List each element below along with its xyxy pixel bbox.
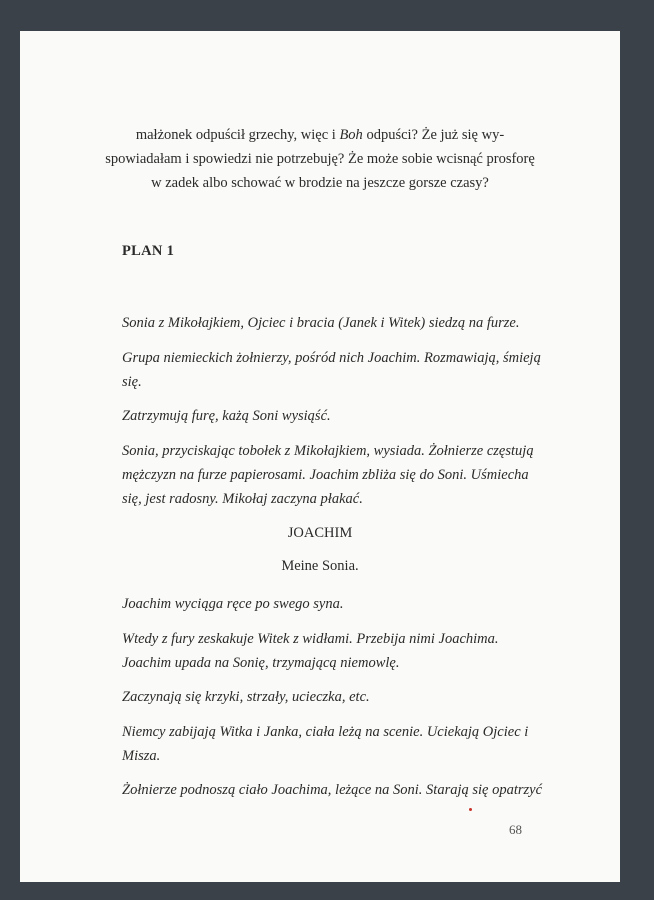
direction-line: Misza. <box>122 748 161 764</box>
dialogue-line: Meine Sonia. <box>281 558 359 574</box>
direction-line: Wtedy z fury zeskakuje Witek z widłami. Przebija nimi Joachima. <box>122 631 499 647</box>
intro-line-1: małżonek odpuścił grzechy, więc i Boh odpuści? Że już się wy- <box>135 127 505 143</box>
ink-mark <box>469 808 472 811</box>
intro-line-2: spowiadałam i spowiedzi nie potrzebuję? Że może sobie wcisnąć prosforę <box>105 151 535 167</box>
direction-line: Żołnierze podnoszą ciało Joachima, leżące na Soni. Starają się opatrzyć <box>122 782 543 798</box>
intro-paragraph <box>60 123 580 195</box>
character-name: JOACHIM <box>287 525 353 541</box>
direction-line: Zaczynają się krzyki, strzały, ucieczka, etc. <box>122 689 370 705</box>
page-number: 68 <box>509 822 522 837</box>
direction-line: Sonia z Mikołajkiem, Ojciec i bracia (Janek i Witek) siedzą na furze. <box>122 315 520 331</box>
direction-line: mężczyzn na furze papierosami. Joachim zbliża się do Soni. Uśmiecha <box>122 467 529 483</box>
direction-line: Zatrzymują furę, każą Soni wysiąść. <box>122 408 331 424</box>
scene-heading: PLAN 1 <box>122 243 175 259</box>
direction-line: Sonia, przyciskając tobołek z Mikołajkiem, wysiada. Żołnierze częstują <box>122 443 534 459</box>
document-page <box>20 31 620 882</box>
direction-line: Grupa niemieckich żołnierzy, pośród nich Joachim. Rozmawiają, śmieją <box>122 350 541 366</box>
direction-line: Joachim wyciąga ręce po swego syna. <box>122 596 344 612</box>
intro-line-3: w zadek albo schować w brodzie na jeszcze gorsze czasy? <box>151 175 489 191</box>
direction-line: Niemcy zabijają Witka i Janka, ciała leżą na scenie. Uciekają Ojciec i <box>122 724 529 740</box>
direction-line: się, jest radosny. Mikołaj zaczyna płakać. <box>122 491 363 507</box>
emphasis-boh: Boh <box>339 127 363 143</box>
direction-line: Joachim upada na Sonię, trzymającą niemowlę. <box>122 655 400 671</box>
direction-line: się. <box>122 374 142 390</box>
